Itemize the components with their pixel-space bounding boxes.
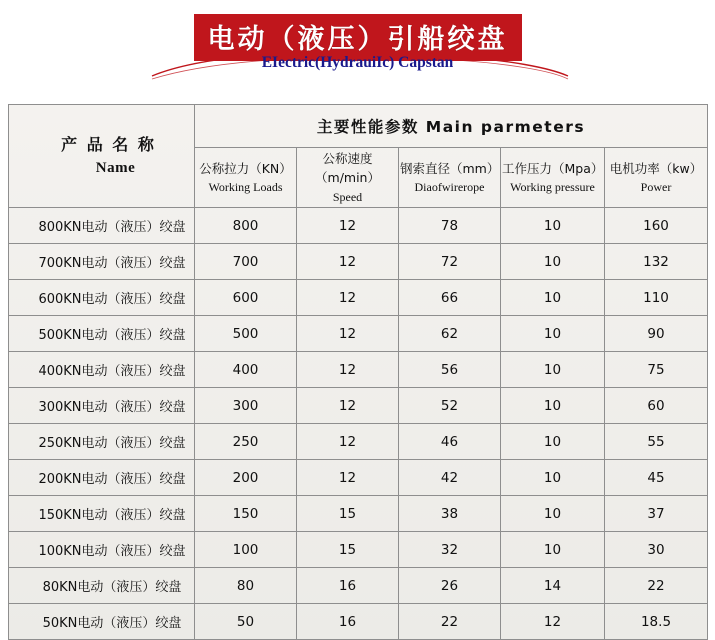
cell-working-pressure: 10 bbox=[501, 388, 605, 424]
cell-working-load: 300 bbox=[195, 388, 297, 424]
cell-working-pressure: 14 bbox=[501, 568, 605, 604]
cell-product-name: 80KN电动（液压）绞盘 bbox=[9, 568, 195, 604]
page-title-cn: 电动（液压）引船绞盘 bbox=[194, 14, 522, 61]
cell-product-name: 700KN电动（液压）绞盘 bbox=[9, 244, 195, 280]
spec-table-wrapper bbox=[8, 104, 707, 640]
cell-working-load: 80 bbox=[195, 568, 297, 604]
column-header-wire-rope-diameter-cn: 钢索直径（mm） bbox=[400, 160, 500, 176]
cell-wire-diameter: 78 bbox=[399, 208, 501, 244]
cell-wire-diameter: 38 bbox=[399, 496, 501, 532]
column-header-working-loads-cn: 公称拉力（KN） bbox=[199, 160, 292, 176]
cell-speed: 12 bbox=[297, 316, 399, 352]
cell-wire-diameter: 72 bbox=[399, 244, 501, 280]
column-header-name-cn: 产 品 名 称 bbox=[61, 134, 156, 154]
cell-power: 110 bbox=[605, 280, 708, 316]
table-row bbox=[9, 532, 708, 568]
table-header-row-group bbox=[9, 105, 708, 148]
cell-working-load: 100 bbox=[195, 532, 297, 568]
cell-speed: 15 bbox=[297, 496, 399, 532]
cell-wire-diameter: 32 bbox=[399, 532, 501, 568]
table-row bbox=[9, 352, 708, 388]
cell-speed: 16 bbox=[297, 568, 399, 604]
cell-working-load: 400 bbox=[195, 352, 297, 388]
cell-working-pressure: 10 bbox=[501, 316, 605, 352]
cell-power: 75 bbox=[605, 352, 708, 388]
cell-working-pressure: 12 bbox=[501, 604, 605, 640]
cell-product-name: 800KN电动（液压）绞盘 bbox=[9, 208, 195, 244]
column-header-name-en: Name bbox=[95, 159, 136, 176]
cell-speed: 16 bbox=[297, 604, 399, 640]
cell-working-load: 50 bbox=[195, 604, 297, 640]
cell-working-load: 150 bbox=[195, 496, 297, 532]
table-head bbox=[9, 105, 708, 208]
cell-speed: 12 bbox=[297, 280, 399, 316]
table-row bbox=[9, 496, 708, 532]
cell-working-pressure: 10 bbox=[501, 424, 605, 460]
column-group-header-main-parameters: 主要性能参数 Main parmeters bbox=[195, 105, 708, 148]
cell-product-name: 200KN电动（液压）绞盘 bbox=[9, 460, 195, 496]
cell-speed: 12 bbox=[297, 424, 399, 460]
column-header-speed bbox=[297, 148, 399, 208]
table-row bbox=[9, 280, 708, 316]
cell-speed: 12 bbox=[297, 244, 399, 280]
cell-wire-diameter: 52 bbox=[399, 388, 501, 424]
cell-power: 132 bbox=[605, 244, 708, 280]
cell-wire-diameter: 62 bbox=[399, 316, 501, 352]
cell-speed: 12 bbox=[297, 352, 399, 388]
cell-wire-diameter: 26 bbox=[399, 568, 501, 604]
cell-working-pressure: 10 bbox=[501, 460, 605, 496]
title-en-container bbox=[0, 52, 715, 74]
cell-power: 160 bbox=[605, 208, 708, 244]
cell-product-name: 250KN电动（液压）绞盘 bbox=[9, 424, 195, 460]
cell-speed: 12 bbox=[297, 388, 399, 424]
cell-power: 22 bbox=[605, 568, 708, 604]
column-header-working-pressure bbox=[501, 148, 605, 208]
cell-wire-diameter: 66 bbox=[399, 280, 501, 316]
cell-wire-diameter: 42 bbox=[399, 460, 501, 496]
cell-wire-diameter: 22 bbox=[399, 604, 501, 640]
cell-working-pressure: 10 bbox=[501, 532, 605, 568]
cell-working-load: 600 bbox=[195, 280, 297, 316]
column-header-name bbox=[9, 105, 195, 208]
page-header bbox=[0, 0, 715, 92]
table-row bbox=[9, 388, 708, 424]
column-header-working-pressure-cn: 工作压力（Mpa） bbox=[502, 160, 604, 176]
cell-product-name: 500KN电动（液压）绞盘 bbox=[9, 316, 195, 352]
cell-product-name: 400KN电动（液压）绞盘 bbox=[9, 352, 195, 388]
cell-power: 55 bbox=[605, 424, 708, 460]
column-header-power bbox=[605, 148, 708, 208]
column-header-speed-en: Speed bbox=[332, 189, 363, 204]
column-header-power-en: Power bbox=[640, 180, 672, 195]
cell-working-load: 800 bbox=[195, 208, 297, 244]
cell-wire-diameter: 56 bbox=[399, 352, 501, 388]
column-header-power-cn: 电机功率（kw） bbox=[609, 160, 703, 176]
table-row bbox=[9, 460, 708, 496]
cell-working-load: 500 bbox=[195, 316, 297, 352]
cell-power: 60 bbox=[605, 388, 708, 424]
cell-product-name: 150KN电动（液压）绞盘 bbox=[9, 496, 195, 532]
cell-product-name: 300KN电动（液压）绞盘 bbox=[9, 388, 195, 424]
cell-speed: 12 bbox=[297, 208, 399, 244]
table-row bbox=[9, 568, 708, 604]
cell-power: 45 bbox=[605, 460, 708, 496]
cell-speed: 15 bbox=[297, 532, 399, 568]
column-header-speed-cn: 公称速度（m/min） bbox=[315, 151, 380, 186]
cell-working-pressure: 10 bbox=[501, 352, 605, 388]
cell-working-load: 700 bbox=[195, 244, 297, 280]
table-body bbox=[9, 208, 708, 640]
table-row bbox=[9, 316, 708, 352]
cell-working-load: 200 bbox=[195, 460, 297, 496]
column-header-wire-rope-diameter-en: Diaofwirerope bbox=[414, 180, 485, 195]
cell-product-name: 100KN电动（液压）绞盘 bbox=[9, 532, 195, 568]
cell-product-name: 50KN电动（液压）绞盘 bbox=[9, 604, 195, 640]
cell-power: 30 bbox=[605, 532, 708, 568]
cell-working-load: 250 bbox=[195, 424, 297, 460]
column-header-wire-rope-diameter bbox=[399, 148, 501, 208]
cell-working-pressure: 10 bbox=[501, 208, 605, 244]
cell-speed: 12 bbox=[297, 460, 399, 496]
page-title-en: EIectric(HydrauiIc) Capstan bbox=[261, 54, 454, 71]
column-header-working-loads bbox=[195, 148, 297, 208]
cell-power: 90 bbox=[605, 316, 708, 352]
table-row bbox=[9, 208, 708, 244]
cell-working-pressure: 10 bbox=[501, 496, 605, 532]
column-header-working-pressure-en: Working pressure bbox=[510, 180, 595, 195]
table-row bbox=[9, 244, 708, 280]
cell-power: 18.5 bbox=[605, 604, 708, 640]
column-header-working-loads-en: Working Loads bbox=[208, 180, 283, 195]
table-row bbox=[9, 604, 708, 640]
cell-wire-diameter: 46 bbox=[399, 424, 501, 460]
cell-working-pressure: 10 bbox=[501, 280, 605, 316]
cell-product-name: 600KN电动（液压）绞盘 bbox=[9, 280, 195, 316]
cell-power: 37 bbox=[605, 496, 708, 532]
spec-table bbox=[8, 104, 708, 640]
cell-working-pressure: 10 bbox=[501, 244, 605, 280]
table-row bbox=[9, 424, 708, 460]
